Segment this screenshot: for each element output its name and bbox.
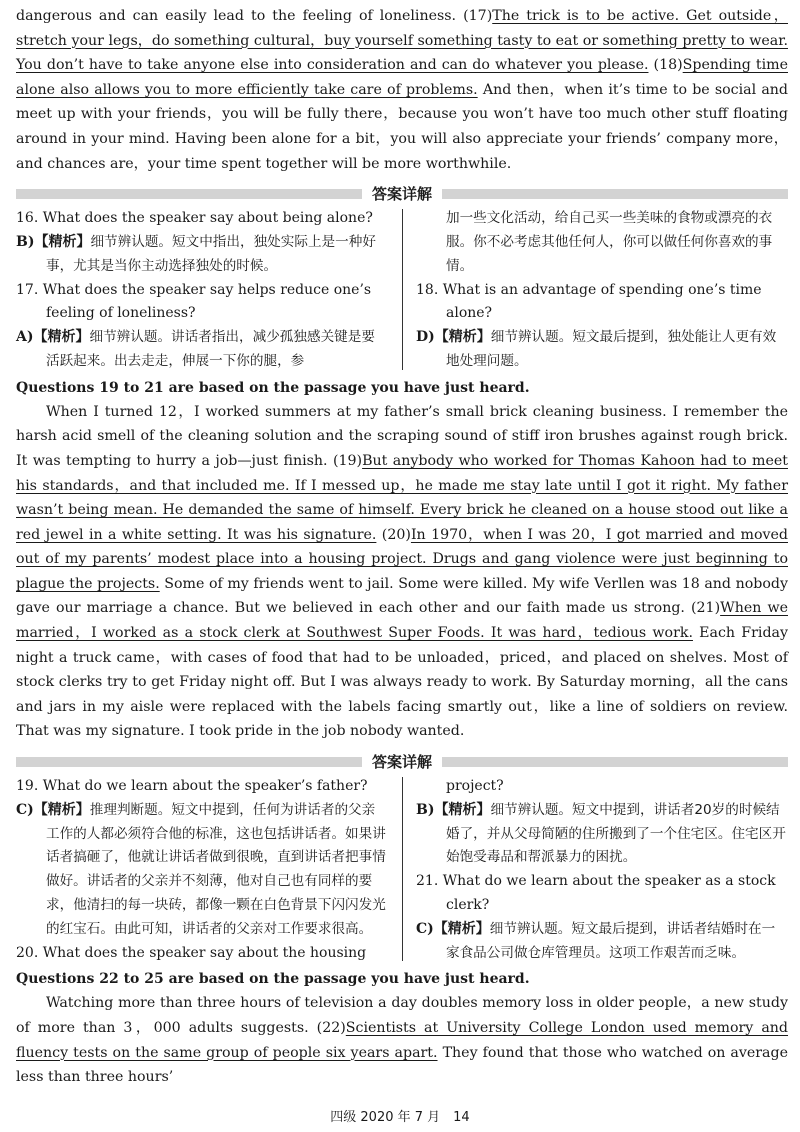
underlined-answer-20: In 1970，when I was 20，I got married and moved out of my parents’ modest place into a housing project. Drugs and gang violence were just beginning to plague the projects.	[16, 526, 788, 592]
answer-21	[416, 918, 788, 966]
underlined-answer-17: The trick is to be active. Get outside，stretch your legs，do something cultural，buy yourself something tasty to eat or something pretty to wear. You don’t have to take anyone else into consideration and can do whatever you please.	[16, 8, 788, 74]
question-17: 17. What does the speaker say helps reduce one’s feeling of loneliness?	[16, 281, 372, 322]
passage-19-21	[16, 400, 788, 744]
page-footer: 四级 2020 年 7 月 14	[330, 1110, 470, 1125]
right-column	[416, 207, 788, 374]
underlined-answer-18: Spending time alone also allows you to more efficiently take care of problems.	[16, 57, 788, 98]
answer-letter: C)	[416, 920, 434, 937]
answer-17-continued	[416, 207, 788, 278]
question-20-continued: project?	[446, 778, 504, 795]
passage-text: dangerous and can easily lead to the feeling of loneliness. (17)	[16, 8, 493, 24]
analysis-text: 加一些文化活动，给自己买一些美味的食物或漂亮的衣服。你不必考虑其他任何人，你可以做任何你喜欢的事情。	[446, 210, 773, 274]
analysis-tag: 【精析】	[34, 233, 91, 250]
answer-letter: A)	[16, 329, 34, 346]
analysis-text: 细节辨认题。短文最后提到，讲话者结婚时在一家食品公司做仓库管理员。这项工作艰苦而乏味。	[446, 920, 776, 961]
question-21: 21. What do we learn about the speaker as a stock clerk?	[416, 873, 776, 914]
analysis-tag: 【精析】	[434, 329, 491, 346]
answer-19	[16, 799, 388, 942]
analysis-text: 细节辨认题。短文中指出，独处实际上是一种好事，尤其是当你主动选择独处的时候。	[46, 233, 376, 274]
left-column	[16, 775, 388, 965]
answer-letter: C)	[16, 801, 34, 818]
answer-block-16-18	[16, 207, 788, 374]
underlined-answer-19: But anybody who worked for Thomas Kahoon had to meet his standards，and that included me. If I messed up，he made me stay late until I got it right. My father wasn’t being mean. He demanded the same of himself. Every brick he cleaned on a house stood out like a red jewel in a white setting. It was his signature.	[16, 452, 788, 543]
passage-22-25	[16, 991, 788, 1089]
right-column	[416, 775, 788, 965]
answer-letter: B)	[16, 233, 35, 250]
underlined-answer-21: When we married，I worked as a stock clerk at Southwest Super Foods. It was hard，tedious work.	[16, 600, 788, 642]
answer-18	[416, 326, 788, 374]
analysis-tag: 【精析】	[433, 920, 490, 937]
analysis-text: 细节辨认题。短文最后提到，独处能让人更有效地处理问题。	[446, 329, 777, 369]
analysis-text: 推理判断题。短文中提到，任何为讲话者的父亲工作的人都必须符合他的标准，这也包括讲话者。如果讲话者搞砸了，他就让讲话者做到很晚，直到讲话者把事情做好。讲话者的父亲并不刻薄，他对自己也有同样的要求，他清扫的每一块砖，都像一颗在白色背景下闪闪发光的红宝石。由此可知，讲话者的父亲对工作要求很高。	[46, 801, 386, 937]
answer-16	[16, 231, 388, 279]
answer-20	[416, 799, 788, 870]
passage-text: And then，when it’s time to be social and meet up with your friends，you will be fully there，because you won’t have too much other stuff floating around in your mind. Having been alone for a bit，you will also appreciate your friends’ company more，and chances are，your time spent together will be more worthwhile.	[16, 81, 788, 172]
passage-text: Watching more than three hours of television a day doubles memory loss in older people，a new study of more than 3，000 adults suggests. (22)	[16, 995, 788, 1037]
question-19: 19. What do we learn about the speaker’s father?	[16, 778, 368, 795]
analysis-tag: 【精析】	[434, 801, 491, 818]
analysis-tag: 【精析】	[33, 801, 90, 818]
column-divider	[402, 777, 403, 961]
section-heading-22-25: Questions 22 to 25 are based on the passage you have just heard.	[16, 971, 530, 988]
answer-17	[16, 326, 388, 374]
passage-text: (20)	[376, 526, 411, 543]
section-heading-19-21: Questions 19 to 21 are based on the passage you have just heard.	[16, 379, 530, 396]
left-column	[16, 207, 388, 374]
answer-letter: B)	[416, 801, 435, 818]
banner-label: 答案详解	[362, 751, 442, 773]
passage-text: (18)	[648, 57, 683, 74]
answer-letter: D)	[416, 329, 435, 346]
document-page	[16, 4, 788, 1090]
answer-explanation-banner	[16, 183, 788, 205]
passage-intro	[16, 4, 788, 176]
analysis-text: 细节辨认题。短文中提到，讲话者20岁的时候结婚了，并从父母简陋的住所搬到了一个住宅区。住宅区开始饱受毒品和帮派暴力的困扰。	[446, 801, 786, 866]
passage-text: They found that those who watched on average less than three hours’	[16, 1044, 788, 1086]
answer-block-19-21	[16, 775, 788, 965]
question-16: 16. What does the speaker say about being alone?	[16, 210, 373, 227]
question-18: 18. What is an advantage of spending one’s time alone?	[416, 281, 762, 322]
underlined-answer-22: Scientists at University College London used memory and fluency tests on the same group of people six years apart.	[16, 1020, 789, 1061]
answer-explanation-banner	[16, 751, 788, 773]
passage-text: When I turned 12，I worked summers at my father’s small brick cleaning business. I remember the harsh acid smell of the cleaning solution and the scraping sound of stiff iron brushes against rough brick. It was tempting to hurry a job—just finish. (19)	[16, 403, 788, 469]
passage-text: Each Friday night a truck came，with cases of food that had to be unloaded，priced，and placed on shelves. Most of stock clerks try to get Friday night off. But I was always ready to work. By Saturday morning，all the cans and jars in my aisle were replaced with the labels facing smartly out，like a line of soldiers on review. That was my signature. I took pride in the job nobody wanted.	[16, 625, 788, 740]
analysis-text: 细节辨认题。讲话者指出，减少孤独感关键是要活跃起来。出去走走，伸展一下你的腿，参	[46, 329, 375, 369]
banner-label: 答案详解	[362, 183, 442, 205]
question-20: 20. What does the speaker say about the housing	[16, 944, 367, 961]
analysis-tag: 【精析】	[33, 329, 90, 346]
column-divider	[402, 209, 403, 370]
passage-text: Some of my friends went to jail. Some were killed. My wife Verllen was 18 and nobody gave our marriage a chance. But we believed in each other and our faith made us strong. (21)	[16, 575, 788, 617]
